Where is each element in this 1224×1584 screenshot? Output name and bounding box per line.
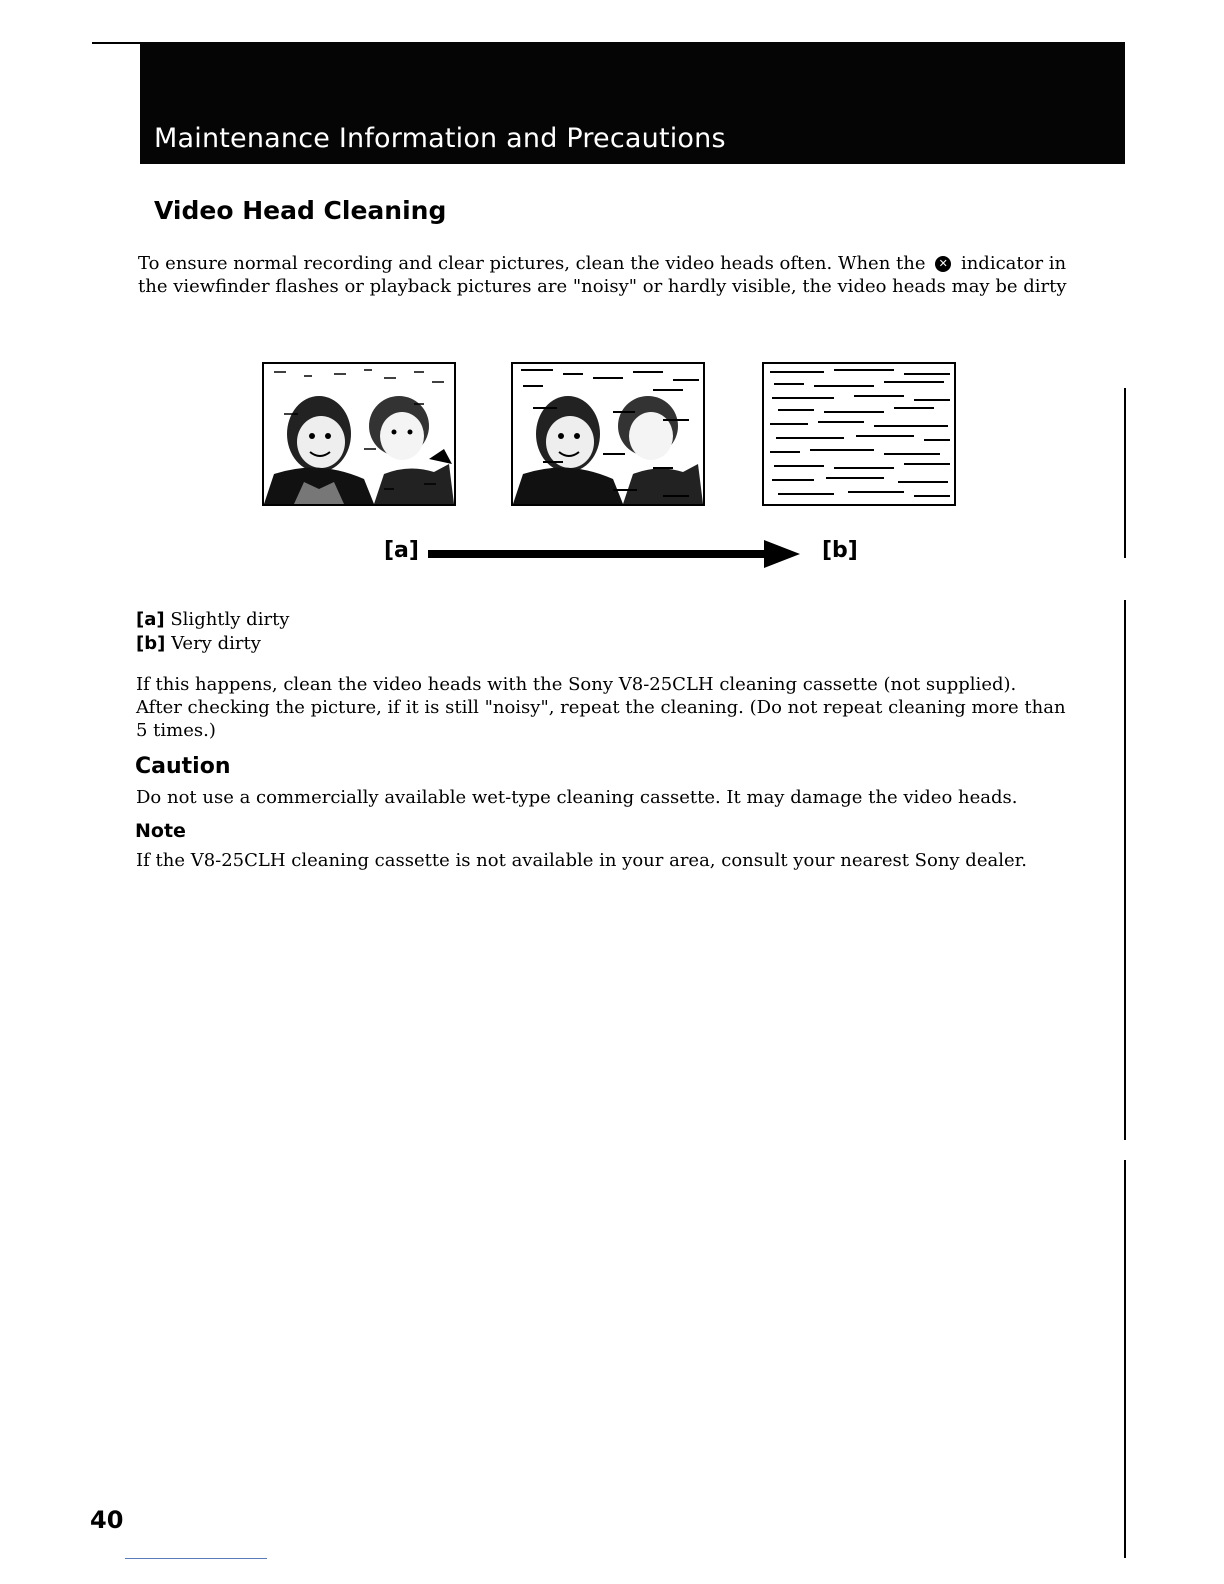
caution-text: Do not use a commercially available wet-type cleaning cassette. It may damage the video heads. bbox=[136, 787, 1018, 808]
arrow-right-icon bbox=[428, 538, 806, 570]
caution-title: Caution bbox=[135, 754, 231, 779]
section-title: Video Head Cleaning bbox=[154, 196, 447, 225]
legend-text-b: Very dirty bbox=[171, 633, 261, 654]
note-text: If the V8-25CLH cleaning cassette is not available in your area, consult your nearest Sony dealer. bbox=[136, 850, 1027, 871]
x-circle-icon: ✕ bbox=[935, 256, 951, 272]
edge-rule-lower bbox=[1124, 1160, 1126, 1558]
header-bar bbox=[140, 42, 1125, 164]
noise-frame-heavy bbox=[762, 362, 956, 506]
legend-text-a: Slightly dirty bbox=[170, 609, 290, 630]
figure-label-b: [b] bbox=[822, 538, 858, 563]
legend-key-a: [a] bbox=[136, 609, 165, 630]
legend-item-b bbox=[136, 632, 289, 656]
intro-text-2: indicator in the viewfinder flashes or playback pictures are "noisy" or hardly visible, the video heads may be dirty bbox=[138, 253, 1067, 297]
bottom-rule bbox=[125, 1558, 267, 1559]
cleaning-paragraph: If this happens, clean the video heads with the Sony V8-25CLH cleaning cassette (not supplied). After checking the picture, if it is still "noisy", repeat the cleaning. (Do not repeat cleaning more than 5 times.) bbox=[136, 674, 1066, 741]
edge-rule-middle bbox=[1124, 600, 1126, 1140]
noise-frame-medium bbox=[511, 362, 705, 506]
legend-item-a bbox=[136, 608, 289, 632]
legend-key-b: [b] bbox=[136, 633, 166, 654]
edge-rule-upper bbox=[1124, 388, 1126, 558]
page-title: Maintenance Information and Precautions bbox=[154, 123, 726, 154]
note-title: Note bbox=[135, 820, 186, 842]
figure-label-a: [a] bbox=[384, 538, 419, 563]
intro-paragraph bbox=[138, 252, 1068, 298]
page-number: 40 bbox=[90, 1506, 124, 1534]
header-rule bbox=[92, 42, 142, 44]
figure-legend bbox=[136, 608, 289, 656]
intro-text-1: To ensure normal recording and clear pictures, clean the video heads often. When the bbox=[138, 253, 926, 274]
noise-frame-slight bbox=[262, 362, 456, 506]
